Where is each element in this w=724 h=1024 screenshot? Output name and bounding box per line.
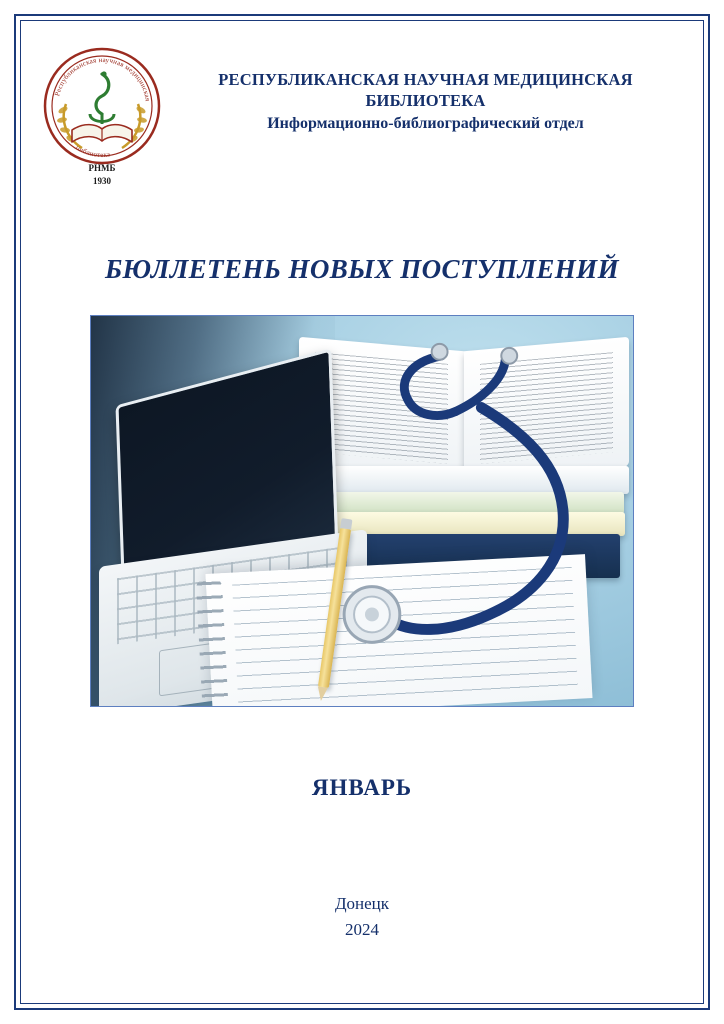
open-book xyxy=(299,344,629,474)
notebook-lines xyxy=(232,567,578,707)
document-footer xyxy=(40,891,684,942)
publication-year: 2024 xyxy=(345,919,379,939)
svg-text:библиотека: библиотека xyxy=(74,143,111,160)
organization-name: РЕСПУБЛИКАНСКАЯ НАУЧНАЯ МЕДИЦИНСКАЯ БИБЛИОТЕКА xyxy=(218,70,633,110)
department-name: Информационно-библиографический отдел xyxy=(267,115,584,133)
notebook-spiral xyxy=(196,577,230,707)
notebook xyxy=(205,554,592,707)
book-volume xyxy=(323,492,624,514)
emblem-founded-year: 1930 xyxy=(93,176,111,186)
page-title: БЮЛЛЕТЕНЬ НОВЫХ ПОСТУПЛЕНИЙ xyxy=(105,254,619,284)
cover-illustration xyxy=(90,315,634,707)
issue-month: ЯНВАРЬ xyxy=(311,775,413,800)
document-header xyxy=(40,34,684,194)
organization-heading xyxy=(177,44,684,135)
page-content xyxy=(40,34,684,990)
book-volume xyxy=(319,466,629,494)
svg-text:Республиканская научная медици: Республиканская научная медицинская xyxy=(53,55,152,102)
library-emblem xyxy=(40,44,165,194)
city-name: Донецк xyxy=(334,894,390,913)
emblem-abbreviation: РНМБ xyxy=(88,163,116,173)
open-book-right-page xyxy=(464,337,629,481)
